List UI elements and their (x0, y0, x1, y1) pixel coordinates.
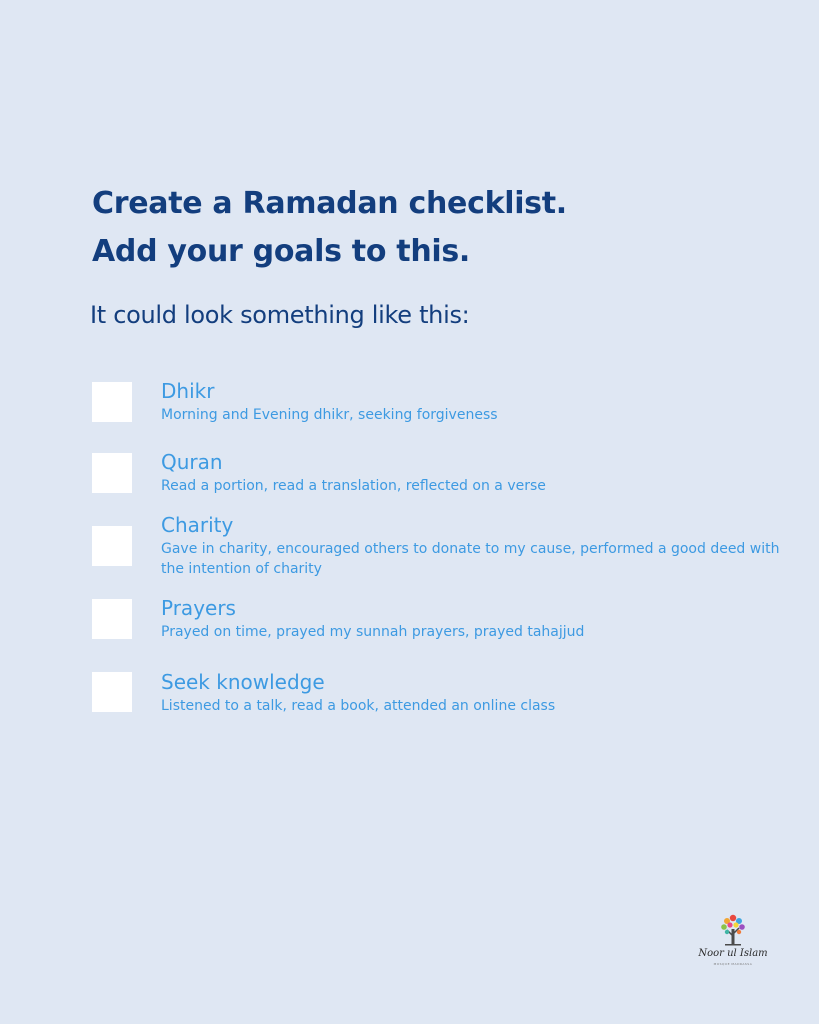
checklist-item-title: Seek knowledge (161, 670, 325, 694)
quran-checkbox[interactable] (92, 453, 132, 493)
checklist-item-description: Morning and Evening dhikr, seeking forgiveness (161, 407, 498, 423)
logo-tagline: MOSQUE MADRASSA (713, 962, 753, 966)
seek-knowledge-checkbox[interactable] (92, 672, 132, 712)
logo-name: Noor ul Islam (698, 948, 768, 959)
tree-icon (718, 912, 748, 948)
checklist-item-title: Prayers (161, 596, 236, 620)
page-subheading: It could look something like this: (90, 301, 470, 329)
checklist-item-description: Listened to a talk, read a book, attended an online class (161, 698, 556, 714)
heading-line-1: Create a Ramadan checklist. (92, 186, 567, 221)
noor-ul-islam-logo (690, 912, 776, 978)
heading-line-2: Add your goals to this. (92, 234, 471, 269)
charity-checkbox[interactable] (92, 526, 132, 566)
prayers-checkbox[interactable] (92, 599, 132, 639)
checklist-item-description: Read a portion, read a translation, reflected on a verse (161, 478, 546, 494)
checklist-item-title: Dhikr (161, 379, 215, 403)
checklist-item-description: Prayed on time, prayed my sunnah prayers, prayed tahajjud (161, 624, 585, 640)
checklist-item-description: Gave in charity, encouraged others to donate to my cause, performed a good deed with the intention of charity (161, 541, 780, 577)
dhikr-checkbox[interactable] (92, 382, 132, 422)
page-heading (92, 180, 567, 276)
checklist-item-title: Charity (161, 513, 234, 537)
checklist-item-title: Quran (161, 450, 223, 474)
